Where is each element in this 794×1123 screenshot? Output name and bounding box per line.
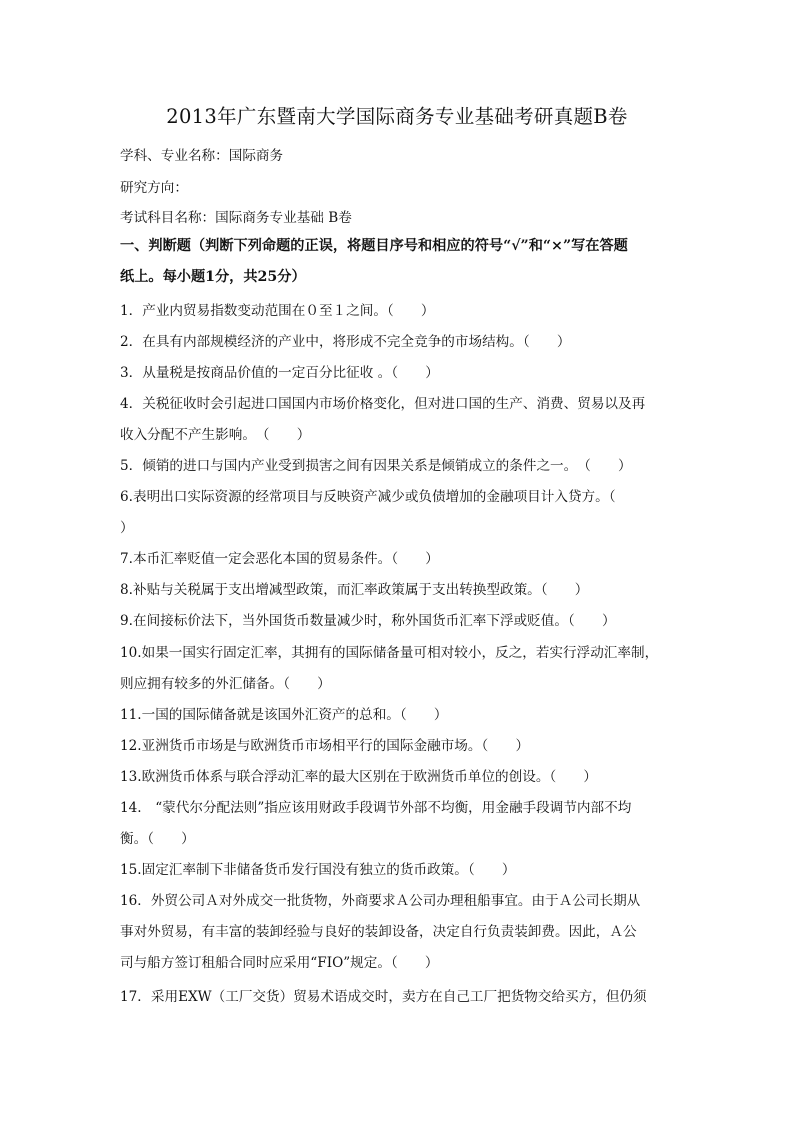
question-line: 事对外贸易，有丰富的装卸经验与良好的装卸设备，决定自行负责装卸费。因此，Ａ公 [120, 924, 637, 940]
question-line: 7.本币汇率贬值一定会恶化本国的贸易条件。（ ） [120, 551, 439, 567]
question-line: 9.在间接标价法下，当外国货币数量减少时，称外国货币汇率下浮或贬值。（ ） [120, 613, 616, 629]
subject-line: 学科、专业名称：国际商务 [120, 148, 284, 164]
question-line: 12.亚洲货币市场是与欧洲货币市场相平行的国际金融市场。（ ） [120, 738, 530, 754]
question-line: 14. “蒙代尔分配法则”指应该用财政手段调节外部不均衡，用金融手段调节内部不均 [120, 800, 632, 816]
question-line: 5．倾销的进口与国内产业受到损害之间有因果关系是倾销成立的条件之一。 （ ） [120, 458, 632, 474]
question-line: 13.欧洲货币体系与联合浮动汇率的最大区别在于欧洲货币单位的创设。（ ） [120, 769, 598, 785]
question-line: 15.固定汇率制下非储备货币发行国没有独立的货币政策。（ ） [120, 862, 516, 878]
question-line: 6.表明出口实际资源的经常项目与反映资产减少或负债增加的金融项目计入贷方。（ [120, 489, 616, 505]
exam-line: 考试科目名称：国际商务专业基础 B卷 [120, 210, 352, 226]
question-line: 衡。（ ） [120, 831, 195, 847]
question-line: 17．采用EXW（工厂交货）贸易术语成交时，卖方在自己工厂把货物交给买方，但仍须 [120, 989, 647, 1005]
question-line: 4．关税征收时会引起进口国国内市场价格变化，但对进口国的生产、消费、贸易以及再 [120, 396, 646, 412]
question-line: 2．在具有内部规模经济的产业中，将形成不完全竞争的市场结构。（ ） [120, 334, 571, 350]
direction-line: 研究方向： [120, 180, 188, 196]
section-heading-line-1: 一、判断题（判断下列命题的正误，将题目序号和相应的符号“√”和“×”写在答题 [120, 238, 628, 254]
question-line: ） [120, 520, 134, 536]
question-line: 1．产业内贸易指数变动范围在０至１之间。（ ） [120, 303, 435, 319]
question-line: 11.一国的国际储备就是该国外汇资产的总和。（ ） [120, 707, 448, 723]
question-line: 司与船方签订租船合同时应采用“FIO”规定。（ ） [120, 955, 439, 971]
question-line: 3．从量税是按商品价值的一定百分比征收 。（ ） [120, 365, 439, 381]
question-line: 16．外贸公司Ａ对外成交一批货物，外商要求Ａ公司办理租船事宜。由于Ａ公司长期从 [120, 893, 641, 909]
question-line: 8.补贴与关税属于支出增减型政策，而汇率政策属于支出转换型政策。（ ） [120, 582, 589, 598]
section-heading-line-2: 纸上。每小题1分，共25分） [120, 269, 306, 285]
question-line: 10.如果一国实行固定汇率，其拥有的国际储备量可相对较小，反之，若实行浮动汇率制， [120, 645, 659, 661]
document-title: 2013年广东暨南大学国际商务专业基础考研真题B卷 [166, 105, 628, 128]
question-line: 收入分配不产生影响。 （ ） [120, 427, 311, 443]
question-line: 则应拥有较多的外汇储备。（ ） [120, 676, 331, 692]
